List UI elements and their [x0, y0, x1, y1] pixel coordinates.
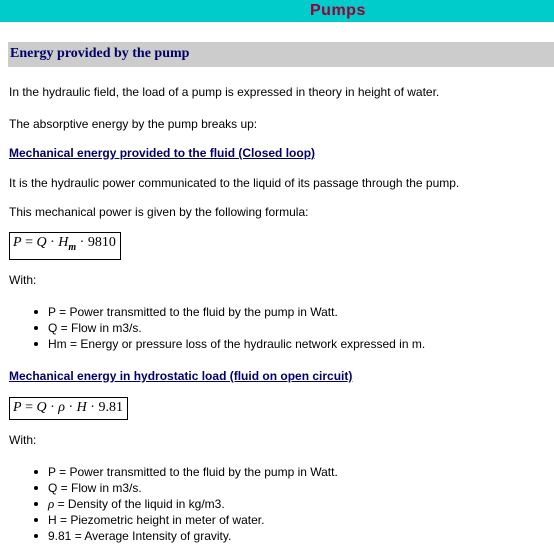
rho-symbol: ρ [48, 496, 55, 511]
subsection-title-open-circuit: Mechanical energy in hydrostatic load (fluid on open circuit) [9, 369, 353, 383]
page-title: Pumps [310, 2, 366, 19]
formula-2-h: H [76, 400, 87, 415]
formula-1-p: P [13, 235, 22, 250]
list-item: P = Power transmitted to the fluid by the pump in Watt. [48, 304, 425, 320]
formula-2-dot-3: · [86, 400, 99, 415]
list-item: H = Piezometric height in meter of water. [48, 512, 338, 528]
density-text: = Density of the liquid in kg/m3. [57, 497, 225, 511]
with-label-2: With: [9, 433, 37, 447]
formula-2-q: Q [36, 400, 47, 415]
formula-2-dot-2: · [65, 400, 77, 415]
subsection-1-paragraph-2: This mechanical power is given by the following formula: [9, 205, 309, 219]
subsection-title-closed-loop: Mechanical energy provided to the fluid (Closed loop) [9, 146, 316, 160]
list-item: 9.81 = Average Intensity of gravity. [48, 528, 338, 544]
subsection-1-paragraph-1: It is the hydraulic power communicated to the liquid of its passage through the pump. [9, 176, 460, 190]
formula-1-equals: = [21, 235, 37, 250]
formula-1-dot-1: · [46, 235, 59, 250]
list-item: Q = Flow in m3/s. [48, 480, 338, 496]
list-item-density [48, 496, 338, 512]
formula-1-constant: 9810 [87, 235, 116, 250]
list-item: Hm = Energy or pressure loss of the hydraulic network expressed in m. [48, 337, 426, 351]
list-item: Q = Flow in m3/s. [48, 320, 425, 336]
formula-2-equals: = [21, 400, 37, 415]
formula-2-p: P [13, 400, 22, 415]
intro-paragraph-1: In the hydraulic field, the load of a pump is expressed in theory in height of water. [9, 85, 440, 99]
variable-list-1 [0, 304, 425, 352]
section-header [8, 42, 554, 67]
formula-2-constant: 9.81 [98, 400, 123, 415]
formula-2-rho: ρ [58, 400, 65, 415]
formula-1-h: H [58, 235, 69, 250]
formula-1-dot-2: · [76, 235, 88, 250]
formula-2-dot-1: · [46, 400, 59, 415]
formula-1-h-subscript: m [68, 241, 77, 253]
formula-1-q: Q [36, 235, 47, 250]
formula-open-circuit [9, 397, 128, 420]
formula-closed-loop [9, 232, 121, 260]
variable-list-2 [0, 464, 338, 544]
with-label-1: With: [9, 273, 37, 287]
title-bar [0, 0, 554, 22]
section-title: Energy provided by the pump [10, 46, 190, 61]
list-item: P = Power transmitted to the fluid by the pump in Watt. [48, 465, 338, 479]
intro-paragraph-2: The absorptive energy by the pump breaks up: [9, 117, 258, 131]
